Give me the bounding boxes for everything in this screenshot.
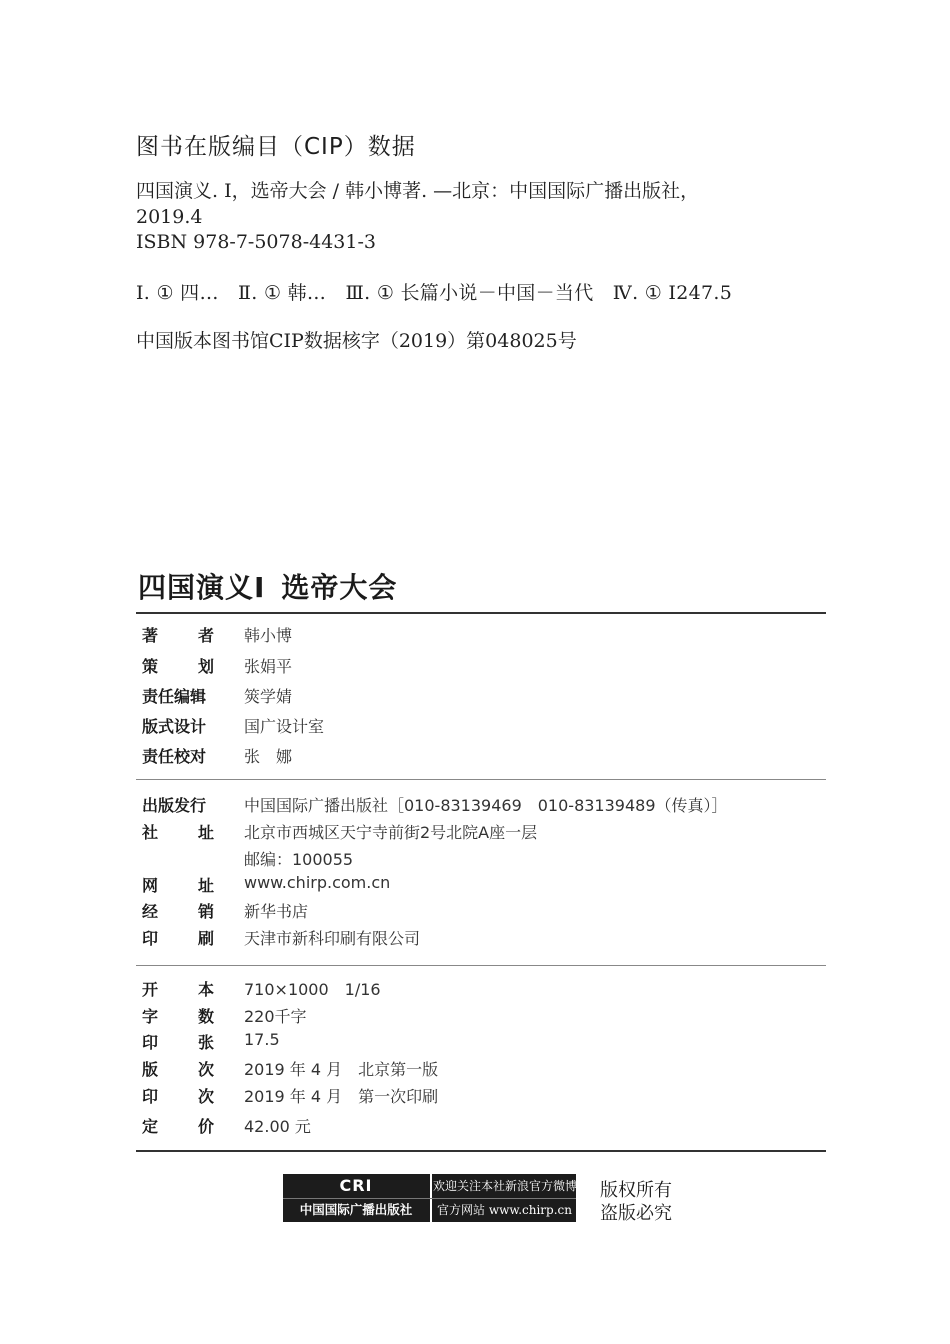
credits-value: 张 娜 xyxy=(244,747,293,766)
divider-bottom xyxy=(136,1150,826,1152)
book-title-block xyxy=(138,566,397,606)
cip-heading: 图书在版编目（CIP）数据 xyxy=(136,134,416,160)
cip-title-line: 四国演义. Ⅰ，选帝大会 / 韩小博著. —北京：中国国际广播出版社， xyxy=(136,180,700,202)
publishing-value: 新华书店 xyxy=(244,902,309,921)
label-part: 经 xyxy=(142,902,159,921)
credits-value: 国广设计室 xyxy=(244,717,325,736)
credits-value: 韩小博 xyxy=(244,626,293,645)
label-part: 印 xyxy=(142,1033,159,1052)
divider-top xyxy=(136,612,826,614)
publishing-label xyxy=(142,899,214,922)
label-part: 价 xyxy=(197,1117,214,1136)
specs-value: 42.00 元 xyxy=(244,1117,311,1136)
specs-label xyxy=(142,1057,214,1080)
divider-publishing xyxy=(136,965,826,966)
book-title: 四国演义Ⅰ xyxy=(138,571,266,604)
specs-label xyxy=(142,1114,214,1137)
label-part: 版 xyxy=(142,1060,159,1079)
copyright-notice: 版权所有 xyxy=(600,1180,672,1201)
label-part: 社 xyxy=(142,823,159,842)
label-part: 数 xyxy=(197,1007,214,1026)
label-part: 者 xyxy=(197,626,214,645)
label-part: 开 xyxy=(142,980,159,999)
label-part: 字 xyxy=(142,1007,159,1026)
specs-label xyxy=(142,977,214,1000)
credits-value: 张娟平 xyxy=(244,657,293,676)
label-part: 址 xyxy=(197,876,214,895)
weibo-notice: 欢迎关注本社新浪官方微博 xyxy=(433,1179,578,1193)
publishing-label xyxy=(142,793,214,816)
label-part: 销 xyxy=(197,902,214,921)
label-part: 版式设计 xyxy=(142,717,207,736)
credits-label xyxy=(142,654,214,677)
label-part: 网 xyxy=(142,876,159,895)
label-part: 刷 xyxy=(197,929,214,948)
specs-label xyxy=(142,1004,214,1027)
label-part: 次 xyxy=(197,1087,214,1106)
specs-value: 220千字 xyxy=(244,1007,307,1026)
label-part: 划 xyxy=(197,657,214,676)
cri-logo: CRI xyxy=(339,1176,373,1195)
specs-value: 710×1000 1/16 xyxy=(244,980,381,999)
cip-date: 2019.4 xyxy=(136,206,203,228)
publisher-logo-banner xyxy=(283,1174,576,1222)
credits-label xyxy=(142,744,214,767)
specs-label xyxy=(142,1084,214,1107)
publisher-name-logo: 中国国际广播出版社 xyxy=(299,1202,413,1217)
label-part: 定 xyxy=(142,1117,159,1136)
publishing-value: 邮编：100055 xyxy=(244,850,354,869)
piracy-notice: 盗版必究 xyxy=(600,1203,672,1224)
credits-value: 筴学婧 xyxy=(244,687,293,706)
book-subtitle: 选帝大会 xyxy=(281,571,398,604)
label-part: 出版发行 xyxy=(142,796,207,815)
cip-isbn: ISBN 978-7-5078-4431-3 xyxy=(136,231,376,253)
cip-approval-number: 中国版本图书馆CIP数据核字（2019）第048025号 xyxy=(136,330,577,352)
label-part: 印 xyxy=(142,1087,159,1106)
credits-label xyxy=(142,623,214,646)
label-part: 次 xyxy=(197,1060,214,1079)
logo-divider-horizontal xyxy=(283,1198,576,1199)
specs-label xyxy=(142,1030,214,1053)
publishing-value: 北京市西城区天宁寺前街2号北院A座一层 xyxy=(244,823,538,842)
label-part: 责任编辑 xyxy=(142,687,207,706)
specs-value: 2019 年 4 月 北京第一版 xyxy=(244,1060,439,1079)
label-part: 责任校对 xyxy=(142,747,207,766)
specs-value: 2019 年 4 月 第一次印刷 xyxy=(244,1087,439,1106)
cip-classification: Ⅰ. ① 四… Ⅱ. ① 韩… Ⅲ. ① 长篇小说－中国－当代 Ⅳ. ① I247.5 xyxy=(136,282,733,304)
specs-value: 17.5 xyxy=(244,1030,280,1049)
credits-label xyxy=(142,714,214,737)
publishing-label xyxy=(142,820,214,843)
label-part: 张 xyxy=(197,1033,214,1052)
label-part: 址 xyxy=(197,823,214,842)
label-part: 著 xyxy=(142,626,159,645)
divider-credits xyxy=(136,779,826,780)
publishing-label xyxy=(142,926,214,949)
credits-label xyxy=(142,684,214,707)
label-part: 策 xyxy=(142,657,159,676)
label-part: 本 xyxy=(197,980,214,999)
publishing-value: 天津市新科印刷有限公司 xyxy=(244,929,421,948)
publishing-value: 中国国际广播出版社［010-83139469 010-83139489（传真）］ xyxy=(244,796,728,815)
label-part: 印 xyxy=(142,929,159,948)
website-notice: 官方网站 www.chirp.cn xyxy=(437,1203,572,1217)
publishing-label xyxy=(142,873,214,896)
publishing-value: www.chirp.com.cn xyxy=(244,873,391,892)
